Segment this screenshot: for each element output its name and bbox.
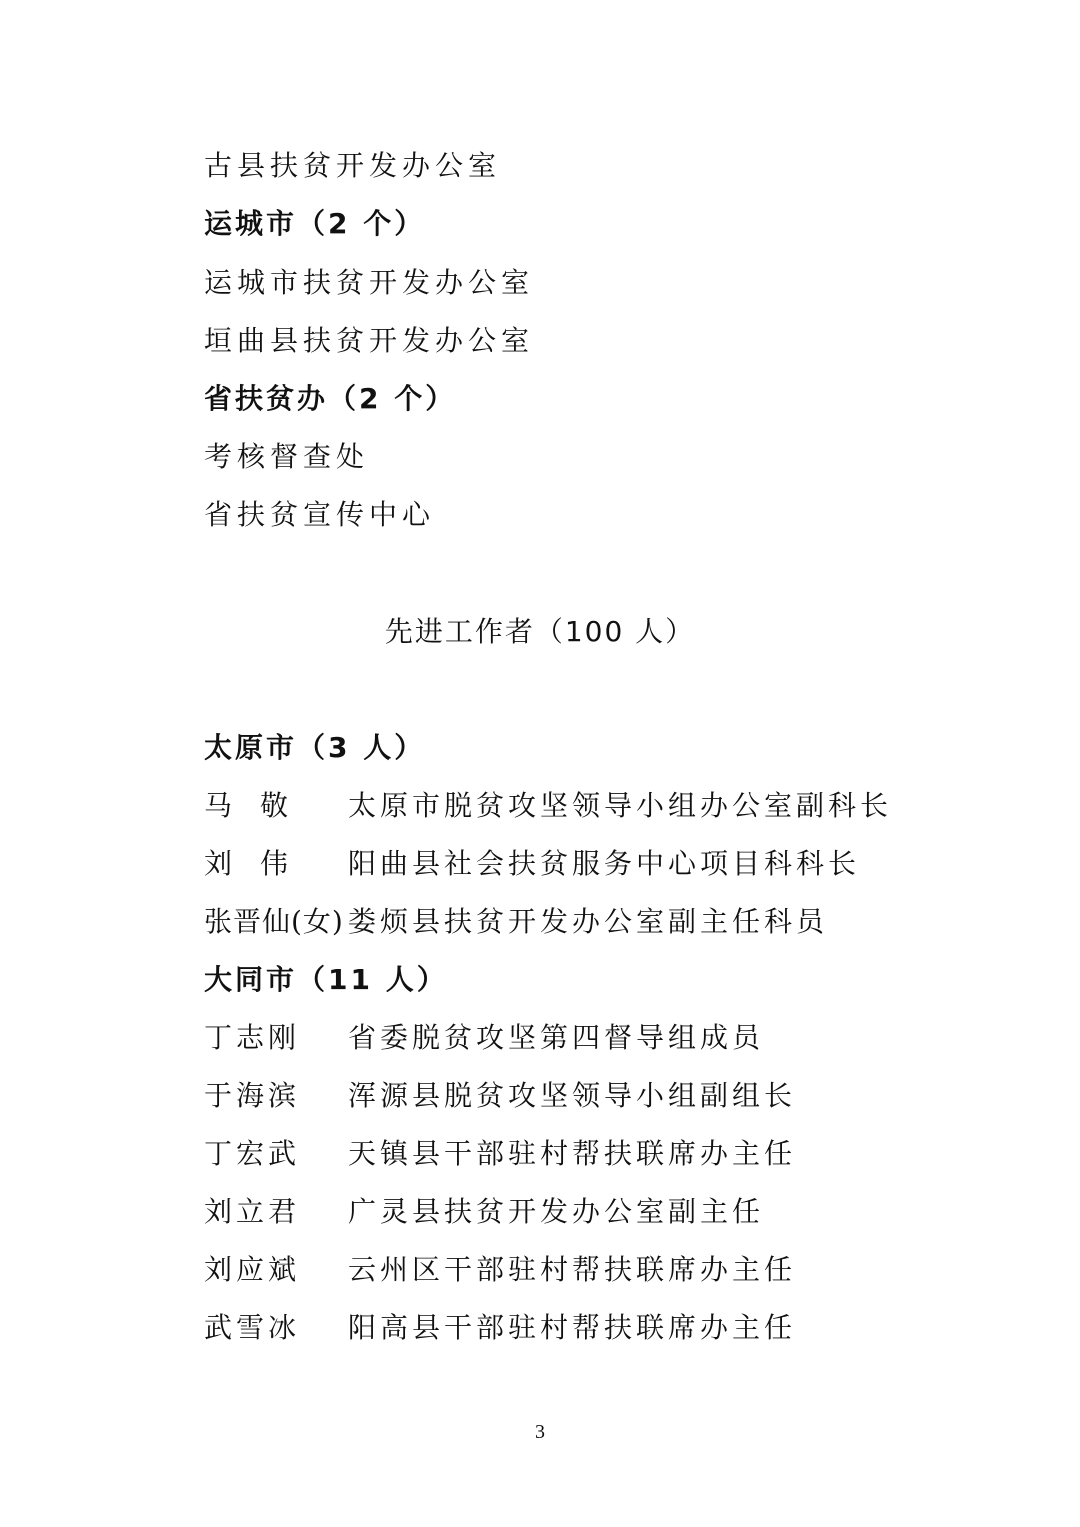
org-group-heading: 省扶贫办（2 个） — [204, 382, 457, 415]
person-name: 刘立君 — [204, 1195, 301, 1228]
person-row — [204, 1194, 764, 1230]
person-name: 张晋仙(女) — [204, 905, 344, 938]
org-item: 省扶贫宣传中心 — [204, 498, 436, 531]
person-name: 丁宏武 — [204, 1137, 301, 1170]
person-title: 浑源县脱贫攻坚领导小组副组长 — [348, 1079, 797, 1112]
person-title: 云州区干部驻村帮扶联席办主任 — [348, 1253, 797, 1286]
person-name: 于海滨 — [204, 1079, 301, 1112]
person-name: 武雪冰 — [204, 1311, 301, 1344]
group-heading-datong: 大同市（11 人） — [204, 963, 448, 996]
person-row — [204, 1020, 764, 1056]
person-name: 刘应斌 — [204, 1253, 301, 1286]
person-title: 省委脱贫攻坚第四督导组成员 — [348, 1021, 765, 1054]
group-heading-taiyuan: 太原市（3 人） — [204, 731, 426, 764]
person-row — [204, 1136, 796, 1172]
person-name: 刘伟 — [204, 847, 317, 880]
person-row — [204, 846, 860, 882]
org-item: 垣曲县扶贫开发办公室 — [204, 324, 535, 357]
org-item: 古县扶贫开发办公室 — [204, 149, 502, 182]
person-title: 娄烦县扶贫开发办公室副主任科员 — [348, 905, 829, 938]
person-title: 阳高县干部驻村帮扶联席办主任 — [348, 1311, 797, 1344]
person-row — [204, 1078, 796, 1114]
page-number: 3 — [535, 1421, 545, 1443]
person-row — [204, 788, 892, 824]
org-item: 考核督查处 — [204, 440, 370, 473]
person-name: 丁志刚 — [204, 1021, 301, 1054]
person-title: 太原市脱贫攻坚领导小组办公室副科长 — [348, 789, 893, 822]
person-title: 天镇县干部驻村帮扶联席办主任 — [348, 1137, 797, 1170]
person-title: 广灵县扶贫开发办公室副主任 — [348, 1195, 765, 1228]
person-row — [204, 904, 828, 940]
section-title: 先进工作者（100 人） — [384, 615, 696, 648]
org-group-heading: 运城市（2 个） — [204, 207, 426, 240]
org-item: 运城市扶贫开发办公室 — [204, 266, 535, 299]
person-row — [204, 1310, 796, 1346]
person-name: 马敬 — [204, 789, 317, 822]
person-row — [204, 1252, 796, 1288]
person-title: 阳曲县社会扶贫服务中心项目科科长 — [348, 847, 861, 880]
